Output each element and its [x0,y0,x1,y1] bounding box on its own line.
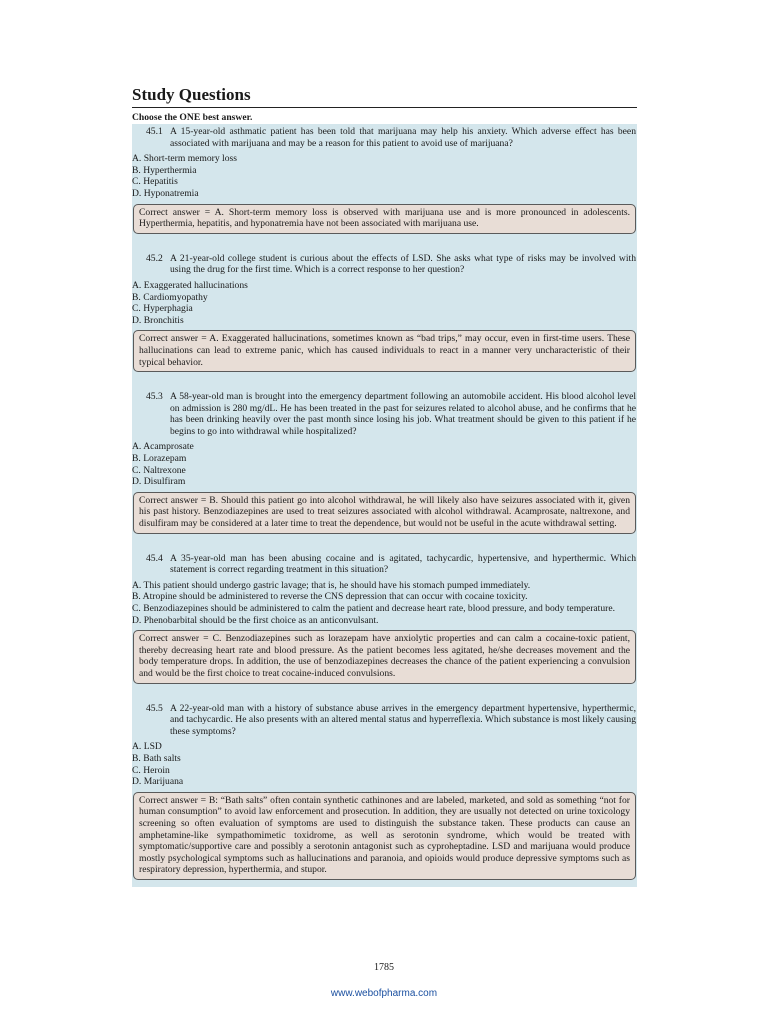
question-block-2 [132,251,637,379]
correct-answer-box: Correct answer = B: “Bath salts” often contain synthetic cathinones and are labeled, marketed, and sold as something “not for human consumption” to avoid law enforcement and prosecution. In addition, they are usually not detected on urine toxicology screening so often evaluation of symptoms are used to distinguish the substance taken. These products can cause an amphetamine-like sympathomimetic toxidrome, as well as serotonin syndrome, which would be treated with symptomatic/supportive care and possibly a serotonin antagonist such as cyproheptadine. LSD and marijuana would produce mostly psychological symptoms such as hallucinations and paranoia, and opioids would produce depressive symptoms such as respiratory depression, hyperthermia, and stupor. [133,792,636,880]
option-c: C. Naltrexone [132,464,186,476]
question-number: 45.1 [146,126,163,137]
option-a: A. Acamprosate [132,441,194,453]
study-questions-page [132,84,637,887]
question-block-5 [132,701,637,887]
correct-answer-box: Correct answer = C. Benzodiazepines such as lorazepam have anxiolytic properties and can calm a cocaine-toxic patient, thereby decreasing heart rate and blood pressure. As the patient becomes less agitated, he/she decreases movement and the body temperature drops. In addition, the use of benzodiazepines decreases the chance of the patient experiencing a convulsion and would be the first choice to treat cocaine-induced convulsions. [133,630,636,683]
option-d: D. Bronchitis [132,314,184,326]
option-a: A. LSD [132,741,162,753]
option-c: C. Heroin [132,764,170,776]
question-number: 45.4 [146,552,163,564]
answer-options [132,741,637,787]
option-c: C. Hepatitis [132,176,178,188]
option-d: D. Marijuana [132,776,184,788]
option-a: A. Exaggerated hallucinations [132,279,248,291]
question-number: 45.2 [146,252,163,264]
option-b: B. Bath salts [132,752,181,764]
question-number: 45.5 [146,702,163,714]
option-d: D. Hyponatremia [132,187,199,199]
page-number: 1785 [374,962,394,973]
option-a: A. This patient should undergo gastric lavage; that is, he should have his stomach pumped immediately. [132,579,531,591]
option-a: A. Short-term memory loss [132,153,237,165]
question-block-3 [132,389,637,541]
question-block-1 [132,124,637,241]
option-c: C. Hyperphagia [132,303,193,315]
question-text: 45.3 A 58-year-old man is brought into the emergency department following an automobile accident. His blood alcohol level on admission is 280 mg/dL. He has been treated in the past for seizures related to alcohol abuse, and he confirms that he has been drinking heavily over the past month since losing his job. What treatment should be given to this patient if he begins to go into withdrawal while hospitalized? [146,391,636,437]
option-b: B. Hyperthermia [132,164,197,176]
instruction-text: Choose the ONE best answer. [132,112,253,123]
option-d: D. Phenobarbital should be the first choice as an anticonvulsant. [132,614,379,626]
website-link[interactable]: www.webofpharma.com [330,988,438,999]
correct-answer-box: Correct answer = A. Short-term memory loss is observed with marijuana use and is more pronounced in adolescents. Hyperthermia, hepatitis, and hyponatremia have not been associated with marijuana use. [133,204,636,234]
question-block-4 [132,551,637,691]
option-c: C. Benzodiazepines should be administered to calm the patient and decrease heart rate, blood pressure, and body temperature. [132,603,615,614]
answer-options [132,441,637,487]
question-text: 45.2 A 21-year-old college student is curious about the effects of LSD. She asks what type of risks may be involved with using the drug for the first time. Which is a correct response to her question? [146,252,636,276]
answer-options [132,280,637,326]
option-b: B. Cardiomyopathy [132,291,208,303]
question-spacer [132,379,637,389]
question-spacer [132,691,637,701]
option-d: D. Disulfiram [132,476,186,488]
answer-options [132,580,637,626]
question-text: 45.1 A 15-year-old asthmatic patient has been told that marijuana may help his anxiety. Which adverse effect has been associated with marijuana and may be a reason for this patient to avoid use of marijuana? [146,126,636,149]
question-spacer [132,541,637,551]
option-b: B. Lorazepam [132,453,187,465]
correct-answer-box: Correct answer = A. Exaggerated hallucinations, sometimes known as “bad trips,” may occur, even in first-time users. These hallucinations can lead to extreme panic, which has caused individuals to react in a manner very uncharacteristic of their typical behavior. [133,330,636,372]
question-spacer [132,241,637,251]
page-title: Study Questions [132,84,637,108]
correct-answer-box: Correct answer = B. Should this patient go into alcohol withdrawal, he will likely also have seizures associated with it, given his past history. Benzodiazepines are used to treat seizures associated with alcohol withdrawal. Acamprosate, naltrexone, and disulfiram may be considered at a later time to treat the dependence, but would not be useful in the acute withdrawal setting. [133,492,636,534]
question-number: 45.3 [146,391,163,403]
question-text: 45.4 A 35-year-old man has been abusing cocaine and is agitated, tachycardic, hypertensive, and hyperthermic. Which statement is correct regarding treatment in this situation? [146,552,636,576]
option-b: B. Atropine should be administered to reverse the CNS depression that can occur with cocaine toxicity. [132,591,528,603]
question-text: 45.5 A 22-year-old man with a history of substance abuse arrives in the emergency department hypertensive, hyperthermic, and tachycardic. He also presents with an altered mental status and hyperreflexia. Which substance is most likely causing these symptoms? [146,702,636,737]
answer-options [132,153,637,199]
